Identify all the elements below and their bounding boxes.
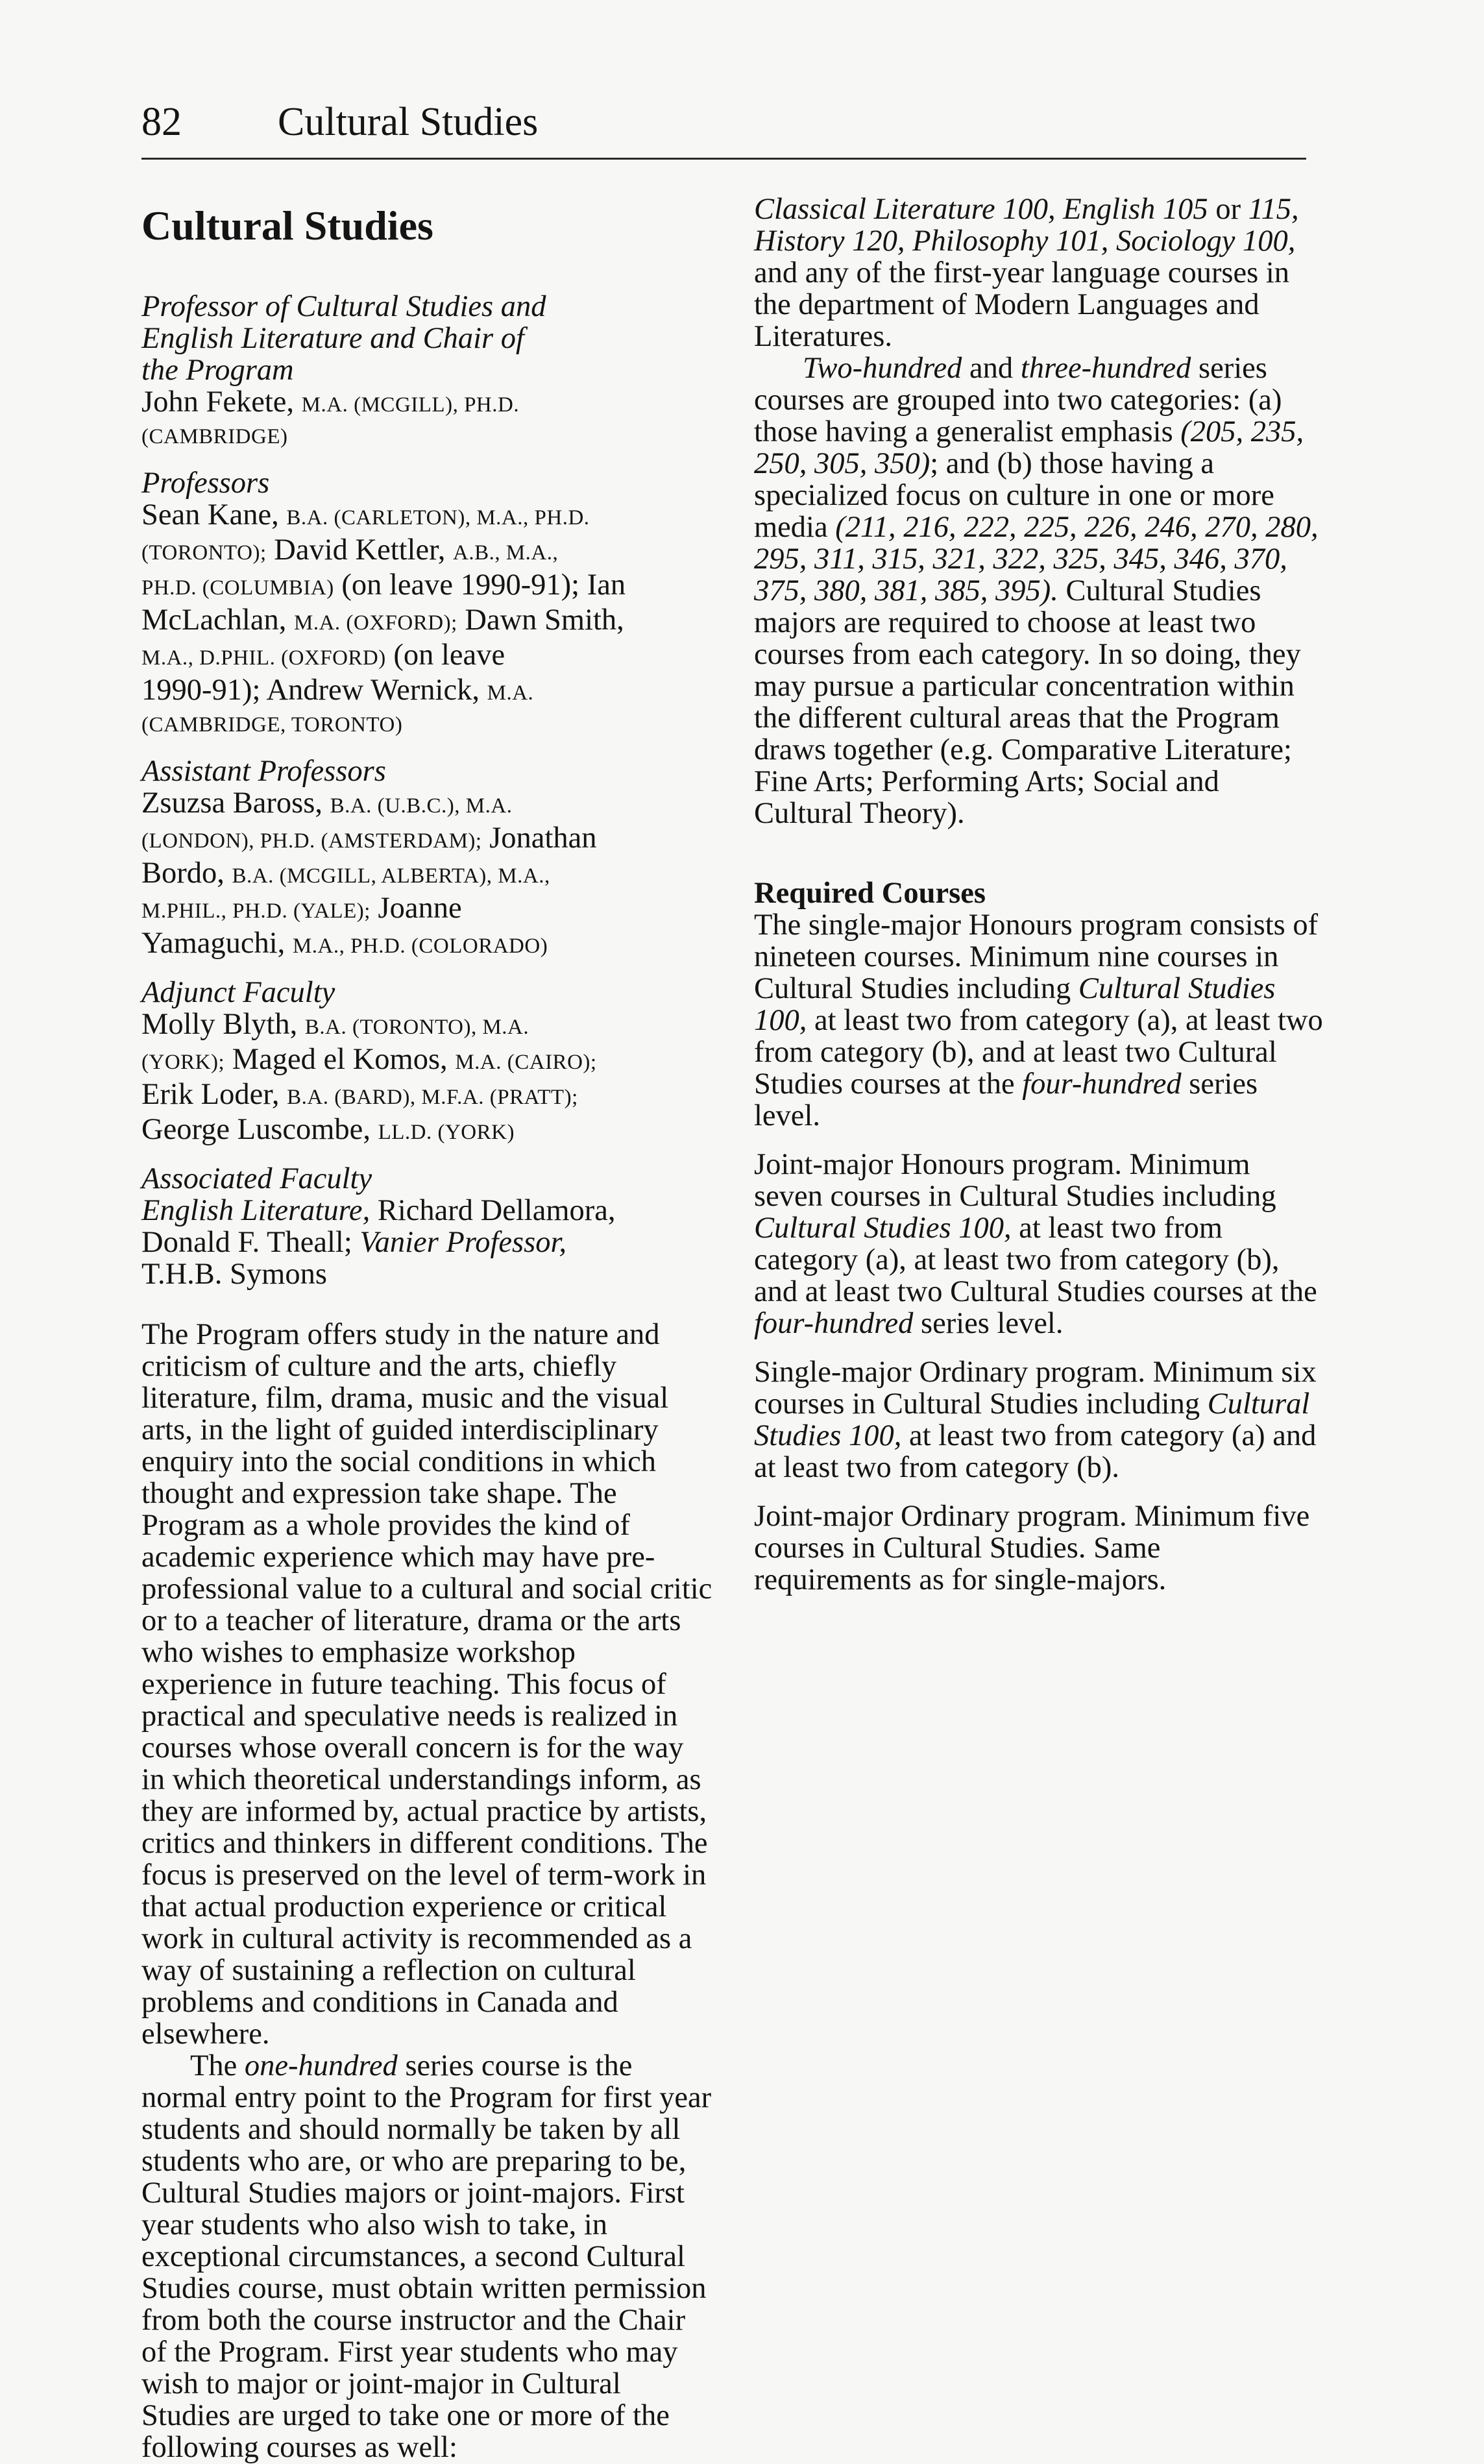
faculty-credentials: M.A., D.PHIL. (OXFORD) bbox=[141, 646, 386, 670]
faculty-credentials: B.A. (TORONTO), M.A. bbox=[304, 1016, 529, 1039]
text-run: ; and (b) those having a specialized focus on culture in one or more media bbox=[754, 447, 1274, 544]
faculty-line bbox=[141, 1195, 712, 1226]
text-run: one-hundred bbox=[244, 2049, 398, 2082]
associated-faculty-block bbox=[141, 1163, 712, 1290]
requirement-paragraph: Joint-major Ordinary program. Minimum five courses in Cultural Studies. Same requirements as for single-majors. bbox=[754, 1500, 1310, 1596]
chair-role-line: Professor of Cultural Studies and bbox=[141, 290, 546, 323]
faculty-name: Molly Blyth, bbox=[141, 1008, 298, 1041]
text-run: The bbox=[190, 2049, 245, 2082]
text-run: Cultural Studies 100, bbox=[754, 972, 1276, 1037]
text-run: and any of the first-year language courses in the department of Modern Languages and Literatures. bbox=[754, 256, 1290, 353]
text-run: 115, History 120, Philosophy 101, Sociology 100, bbox=[754, 193, 1299, 258]
text-run: at least two from category (a), at least two from category (b), and at least two Cultural Studies courses at the bbox=[754, 1212, 1317, 1308]
chair-credentials: (CAMBRIDGE) bbox=[141, 425, 288, 448]
faculty-name: 1990-91); Andrew Wernick, bbox=[141, 674, 480, 707]
faculty-line bbox=[141, 639, 712, 674]
left-column bbox=[141, 193, 712, 2463]
text-run: three-hundred bbox=[1020, 352, 1191, 385]
faculty-line bbox=[141, 892, 712, 927]
faculty-name: Zsuzsa Baross, bbox=[141, 787, 322, 820]
faculty-line bbox=[141, 1043, 712, 1079]
one-hundred-paragraph-continued bbox=[754, 193, 1325, 352]
text-run: series level. bbox=[913, 1307, 1064, 1340]
faculty-name: (on leave 1990-91); Ian bbox=[334, 568, 626, 602]
text-run: at least two from category (a), at least two from category (b), and at least two Cultural Studies courses at the bbox=[754, 1004, 1323, 1101]
faculty-department: English Literature, bbox=[141, 1194, 371, 1227]
header-rule bbox=[141, 158, 1306, 160]
text-run: and bbox=[962, 352, 1021, 385]
faculty-line bbox=[141, 604, 712, 639]
faculty-name: Jonathan bbox=[481, 822, 597, 855]
requirement-paragraph bbox=[754, 1149, 1325, 1339]
text-run: Classical Literature 100, English 105 bbox=[754, 193, 1208, 226]
series-paragraph bbox=[754, 352, 1325, 829]
faculty-credentials: B.A. (CARLETON), M.A., PH.D. bbox=[286, 506, 590, 530]
running-header bbox=[141, 96, 1306, 148]
section-heading: Professors bbox=[141, 467, 270, 500]
text-run: or bbox=[1208, 193, 1248, 226]
section-heading: Assistant Professors bbox=[141, 755, 386, 788]
text-run: Cultural Studies 100, bbox=[754, 1387, 1310, 1452]
faculty-name: Bordo, bbox=[141, 857, 225, 890]
chair-role-line: English Literature and Chair of bbox=[141, 322, 524, 355]
text-run: series courses are grouped into two categories: (a) those having a generalist emphasis bbox=[754, 352, 1282, 448]
faculty-line bbox=[141, 857, 712, 892]
adjunct-faculty-block bbox=[141, 977, 712, 1149]
faculty-credentials: (YORK); bbox=[141, 1051, 225, 1074]
one-hundred-paragraph-start bbox=[141, 2050, 712, 2463]
section-heading: Associated Faculty bbox=[141, 1162, 372, 1195]
faculty-name: David Kettler, bbox=[266, 533, 446, 567]
faculty-line bbox=[141, 822, 712, 857]
text-run: Single-major Ordinary program. Minimum six courses in Cultural Studies including bbox=[754, 1356, 1317, 1421]
faculty-name: McLachlan, bbox=[141, 604, 287, 637]
text-run: four-hundred bbox=[754, 1307, 914, 1340]
faculty-credentials: B.A. (MCGILL, ALBERTA), M.A., bbox=[232, 864, 550, 888]
requirement-paragraph bbox=[754, 1356, 1325, 1483]
faculty-credentials: (CAMBRIDGE, TORONTO) bbox=[141, 713, 403, 737]
course-list: (205, 235, 250, 305, 350) bbox=[754, 415, 1304, 480]
faculty-credentials: B.A. (U.B.C.), M.A. bbox=[330, 794, 513, 818]
faculty-credentials: A.B., M.A., bbox=[453, 541, 559, 565]
faculty-credentials: M.PHIL., PH.D. (YALE); bbox=[141, 899, 371, 923]
faculty-line bbox=[141, 499, 712, 534]
faculty-line bbox=[141, 674, 712, 709]
text-run: The single-major Honours program consists of nineteen courses. Minimum nine courses in Cultural Studies including bbox=[754, 909, 1319, 1005]
faculty-line bbox=[141, 927, 712, 962]
required-courses-heading: Required Courses bbox=[754, 877, 986, 910]
course-list: (211, 216, 222, 225, 226, 246, 270, 280, 295, 311, 315, 321, 322, 325, 345, 346, 370, 375, 380, 381, 385, 395). bbox=[754, 511, 1319, 607]
faculty-name: Dawn Smith, bbox=[457, 604, 624, 637]
faculty-name: Donald F. Theall; bbox=[141, 1226, 360, 1259]
text-run: series course is the normal entry point to the Program for first year students and should normally be taken by all students who are, or who are preparing to be, Cultural Studies majors or joint-majors. First year students who also wish to take, in exceptional circumstances, a second Cultural Studies course, must obtain written permission from both the course instructor and the Chair of the Program. First year students who may wish to major or joint-major in Cultural Studies are urged to take one or more of the following courses as well: bbox=[141, 2049, 712, 2464]
faculty-line bbox=[141, 569, 712, 604]
intro-paragraph: The Program offers study in the nature and criticism of culture and the arts, chiefly literature, film, drama, music and the visual arts, in the light of guided interdisciplinary enquiry into the social conditions in which thought and expression take shape. The Program as a whole provides the kind of academic experience which may have pre-professional value to a cultural and social critic or to a teacher of literature, drama or the arts who wishes to emphasize workshop experience in future teaching. This focus of practical and speculative needs is realized in courses whose overall concern is for the way in which theoretical understandings inform, as they are informed by, actual practice by artists, critics and thinkers in different conditions. The focus is preserved on the level of term-work in that actual production experience or critical work in cultural activity is recommended as a way of sustaining a reflection on cultural problems and conditions in Canada and elsewhere. bbox=[141, 1318, 712, 2051]
faculty-name: Richard Dellamora, bbox=[370, 1194, 616, 1227]
faculty-title: Vanier Professor, bbox=[359, 1226, 567, 1259]
faculty-credentials: B.A. (BARD), M.F.A. (PRATT); bbox=[287, 1086, 578, 1109]
faculty-name: Maged el Komos, bbox=[225, 1043, 448, 1076]
text-run: Two-hundred bbox=[803, 352, 962, 385]
page-number: 82 bbox=[141, 100, 182, 144]
faculty-credentials: M.A. bbox=[487, 681, 534, 705]
faculty-credentials: M.A. (OXFORD); bbox=[293, 611, 457, 635]
chair-block bbox=[141, 291, 712, 453]
chair-role-line: the Program bbox=[141, 354, 294, 387]
faculty-name: Yamaguchi, bbox=[141, 927, 286, 960]
text-run: Cultural Studies majors are required to choose at least two courses from each category. In so doing, they may pursue a particular concentration within the different cultural areas that the Program draws together (e.g. Comparative Literature; Fine Arts; Performing Arts; Social and Cultural Theory). bbox=[754, 574, 1301, 830]
faculty-credentials: PH.D. (COLUMBIA) bbox=[141, 576, 334, 600]
faculty-line bbox=[141, 787, 712, 822]
right-column bbox=[754, 193, 1325, 1596]
text-run: four-hundred bbox=[1022, 1067, 1182, 1101]
faculty-line bbox=[141, 1079, 712, 1114]
faculty-line: T.H.B. Symons bbox=[141, 1258, 327, 1291]
chair-name-line bbox=[141, 386, 712, 421]
text-run: series level. bbox=[754, 1067, 1258, 1132]
faculty-line bbox=[141, 1008, 712, 1043]
professors-block bbox=[141, 467, 712, 741]
faculty-line bbox=[141, 534, 712, 569]
faculty-credentials: M.A. (CAIRO); bbox=[455, 1051, 597, 1074]
section-heading: Adjunct Faculty bbox=[141, 976, 335, 1009]
faculty-note: (on leave bbox=[385, 639, 505, 672]
requirement-paragraph bbox=[754, 909, 1325, 1132]
faculty-line bbox=[141, 1114, 712, 1149]
faculty-name: Sean Kane, bbox=[141, 498, 279, 531]
chair-credentials: M.A. (MCGILL), PH.D. bbox=[301, 393, 520, 417]
faculty-name: Joanne bbox=[370, 892, 462, 925]
text-run: Cultural Studies 100, bbox=[754, 1212, 1012, 1245]
faculty-name: Erik Loder, bbox=[141, 1078, 280, 1111]
chair-name: John Fekete, bbox=[141, 385, 295, 419]
assistant-professors-block bbox=[141, 755, 712, 962]
text-run: at least two from category (a) and at least two from category (b). bbox=[754, 1419, 1317, 1484]
faculty-credentials: M.A., PH.D. (COLORADO) bbox=[292, 934, 548, 958]
page-title: Cultural Studies bbox=[141, 202, 433, 249]
faculty-credentials: LL.D. (YORK) bbox=[378, 1121, 515, 1144]
faculty-line bbox=[141, 1226, 712, 1258]
faculty-credentials: (TORONTO); bbox=[141, 541, 267, 565]
faculty-name: George Luscombe, bbox=[141, 1113, 371, 1146]
text-run: Joint-major Honours program. Minimum seven courses in Cultural Studies including bbox=[754, 1148, 1276, 1213]
faculty-credentials: (LONDON), PH.D. (AMSTERDAM); bbox=[141, 829, 482, 853]
running-title: Cultural Studies bbox=[278, 100, 539, 144]
